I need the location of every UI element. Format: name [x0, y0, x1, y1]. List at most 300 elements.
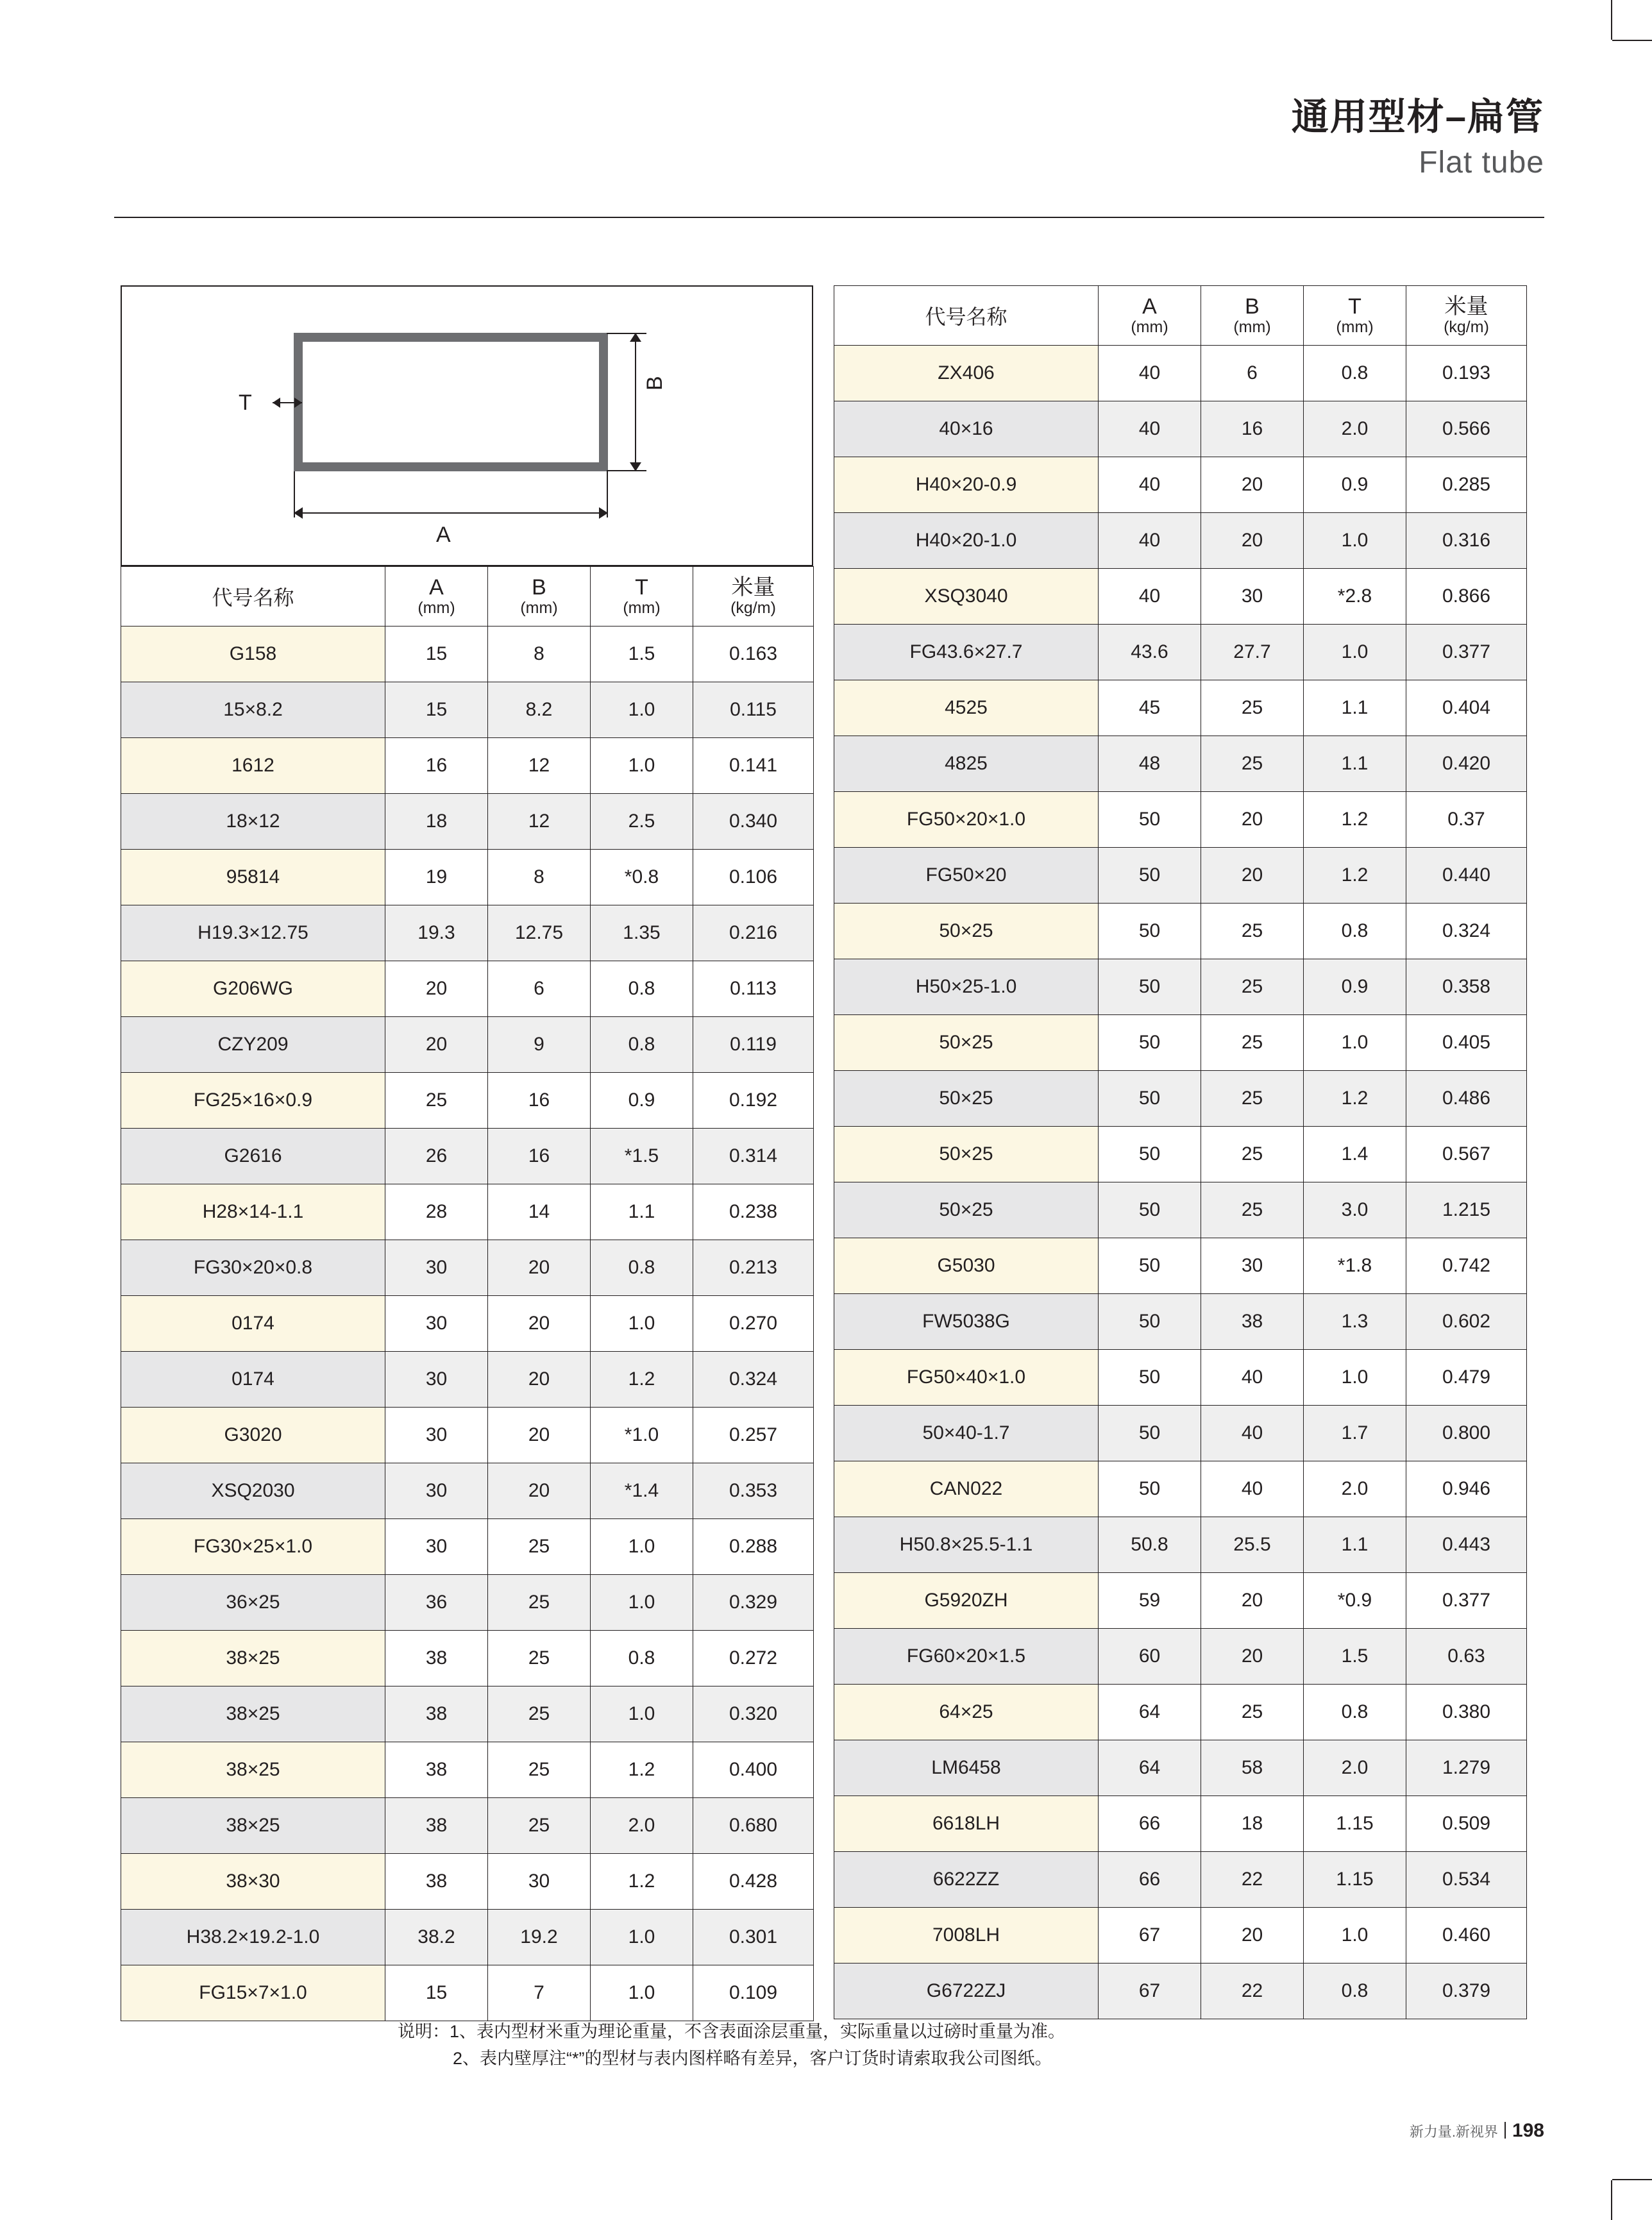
table-row: [834, 1350, 1527, 1406]
table-row: [121, 1798, 814, 1854]
notes-block: [398, 2019, 1065, 2073]
cell-t: 1.0: [1304, 513, 1406, 569]
cell-t: 2.0: [1304, 1740, 1406, 1796]
cell-name: G5920ZH: [834, 1573, 1099, 1629]
cell-t: 2.0: [1304, 1461, 1406, 1517]
table-row: [121, 794, 814, 850]
cell-weight: 0.238: [693, 1184, 814, 1240]
table-row: [121, 1575, 814, 1631]
cell-weight: 0.192: [693, 1073, 814, 1129]
cell-a: 60: [1099, 1629, 1201, 1685]
cell-weight: 0.479: [1406, 1350, 1527, 1406]
content-area: [121, 285, 1526, 2021]
cell-a: 45: [1099, 680, 1201, 736]
table-row: [121, 961, 814, 1017]
cell-t: 1.2: [591, 1352, 693, 1408]
crop-mark-top-right-vertical: [1611, 0, 1612, 40]
cell-b: 12.75: [488, 905, 591, 961]
table-row: [834, 1852, 1527, 1908]
cell-weight: 0.800: [1406, 1406, 1527, 1461]
crop-mark-bottom-right-horizontal: [1612, 2179, 1652, 2180]
cell-weight: 0.400: [693, 1742, 814, 1798]
cell-b: 12: [488, 794, 591, 850]
table-row: [121, 1352, 814, 1408]
table-row: [834, 513, 1527, 569]
cell-weight: 0.320: [693, 1686, 814, 1742]
cell-t: 1.0: [591, 1575, 693, 1631]
cell-weight: 0.534: [1406, 1852, 1527, 1908]
cell-weight: 0.213: [693, 1240, 814, 1296]
cell-weight: 0.377: [1406, 1573, 1527, 1629]
cell-a: 38: [385, 1631, 488, 1686]
cell-name: 6622ZZ: [834, 1852, 1099, 1908]
cell-b: 25: [1201, 1015, 1304, 1071]
table-row: [121, 1017, 814, 1073]
page-header: [646, 96, 1544, 183]
cell-a: 19: [385, 850, 488, 905]
right-column: [834, 285, 1526, 2019]
cell-t: 0.9: [1304, 457, 1406, 513]
table-row: [121, 738, 814, 794]
cell-name: H50×25-1.0: [834, 959, 1099, 1015]
cell-a: 59: [1099, 1573, 1201, 1629]
table-row: [834, 792, 1527, 848]
cell-t: 2.5: [591, 794, 693, 850]
cell-a: 38: [385, 1742, 488, 1798]
cell-a: 16: [385, 738, 488, 794]
table-row: [834, 1406, 1527, 1461]
cell-a: 43.6: [1099, 625, 1201, 680]
header-name: 代号名称: [121, 567, 385, 626]
cell-b: 20: [1201, 1573, 1304, 1629]
left-column: [121, 285, 813, 2021]
cell-weight: 0.329: [693, 1575, 814, 1631]
table-row: [121, 1519, 814, 1575]
table-row: [834, 1685, 1527, 1740]
cell-name: FG30×25×1.0: [121, 1519, 385, 1575]
cell-a: 50: [1099, 1238, 1201, 1294]
cell-a: 20: [385, 1017, 488, 1073]
header-divider: [114, 217, 1544, 218]
cell-b: 22: [1201, 1964, 1304, 2019]
cell-b: 6: [1201, 346, 1304, 401]
cell-weight: 0.428: [693, 1854, 814, 1910]
cell-name: 50×25: [834, 1071, 1099, 1127]
cell-a: 50: [1099, 1015, 1201, 1071]
cell-weight: 0.63: [1406, 1629, 1527, 1685]
two-column-layout: [121, 285, 1526, 2021]
cell-weight: 0.301: [693, 1910, 814, 1965]
table-row: [834, 1796, 1527, 1852]
cell-name: H40×20-0.9: [834, 457, 1099, 513]
table-row: [834, 1294, 1527, 1350]
cell-b: 25: [488, 1575, 591, 1631]
table-row: [834, 959, 1527, 1015]
cell-weight: 0.567: [1406, 1127, 1527, 1182]
cell-b: 25: [1201, 904, 1304, 959]
table-row: [834, 1908, 1527, 1964]
cell-t: 1.1: [591, 1184, 693, 1240]
cell-name: 40×16: [834, 401, 1099, 457]
cell-weight: 0.270: [693, 1296, 814, 1352]
table-row: [834, 1517, 1527, 1573]
cell-weight: 0.115: [693, 682, 814, 738]
table-row: [121, 1854, 814, 1910]
cell-t: 1.2: [1304, 792, 1406, 848]
cell-a: 15: [385, 626, 488, 682]
cell-weight: 0.358: [1406, 959, 1527, 1015]
table-row: [834, 569, 1527, 625]
cell-a: 50: [1099, 792, 1201, 848]
table-row: [121, 1296, 814, 1352]
dimension-t-label: T: [239, 391, 252, 415]
cell-name: ZX406: [834, 346, 1099, 401]
cell-weight: 0.109: [693, 1965, 814, 2021]
table-row: [834, 1071, 1527, 1127]
cell-b: 25: [1201, 680, 1304, 736]
right-spec-table: [834, 285, 1527, 2019]
cell-b: 6: [488, 961, 591, 1017]
cell-name: 0174: [121, 1352, 385, 1408]
cell-b: 20: [1201, 1629, 1304, 1685]
cell-b: 20: [488, 1408, 591, 1463]
cell-t: 0.8: [1304, 1964, 1406, 2019]
cell-name: 50×25: [834, 904, 1099, 959]
cell-a: 38.2: [385, 1910, 488, 1965]
cell-b: 25: [1201, 1182, 1304, 1238]
cell-weight: 0.340: [693, 794, 814, 850]
cell-b: 25: [488, 1686, 591, 1742]
dimension-a-arrow: [294, 512, 608, 514]
cell-t: 0.8: [1304, 904, 1406, 959]
cell-a: 50: [1099, 1294, 1201, 1350]
cell-t: 2.0: [591, 1798, 693, 1854]
cell-name: H50.8×25.5-1.1: [834, 1517, 1099, 1573]
cell-t: *1.0: [591, 1408, 693, 1463]
cell-name: 64×25: [834, 1685, 1099, 1740]
table-row: [834, 346, 1527, 401]
cell-name: 38×25: [121, 1798, 385, 1854]
header-name: 代号名称: [834, 286, 1099, 346]
page-footer: [1410, 2120, 1544, 2142]
header-a: A (mm): [1099, 286, 1201, 346]
cell-a: 30: [385, 1519, 488, 1575]
cell-t: 1.4: [1304, 1127, 1406, 1182]
cell-name: 38×25: [121, 1742, 385, 1798]
cell-a: 15: [385, 1965, 488, 2021]
cell-weight: 0.288: [693, 1519, 814, 1575]
cell-name: 38×25: [121, 1631, 385, 1686]
note-line-1: 说明：1、表内型材米重为理论重量，不含表面涂层重量，实际重量以过磅时重量为准。: [398, 2022, 1066, 2041]
table-row: [834, 457, 1527, 513]
cell-a: 64: [1099, 1740, 1201, 1796]
table-row: [834, 1461, 1527, 1517]
page-number: 198: [1512, 2120, 1544, 2141]
cell-b: 20: [1201, 792, 1304, 848]
cell-t: 0.9: [591, 1073, 693, 1129]
cell-t: 1.0: [1304, 1350, 1406, 1406]
header-b: B (mm): [488, 567, 591, 626]
cell-weight: 0.443: [1406, 1517, 1527, 1573]
cell-name: FG43.6×27.7: [834, 625, 1099, 680]
cell-name: G206WG: [121, 961, 385, 1017]
table-row: [121, 1463, 814, 1519]
cell-a: 67: [1099, 1964, 1201, 2019]
cell-a: 66: [1099, 1796, 1201, 1852]
cell-weight: 0.404: [1406, 680, 1527, 736]
cell-a: 30: [385, 1352, 488, 1408]
table-row: [834, 401, 1527, 457]
cell-a: 26: [385, 1129, 488, 1184]
cell-b: 25.5: [1201, 1517, 1304, 1573]
table-row: [834, 904, 1527, 959]
cell-name: 95814: [121, 850, 385, 905]
cell-weight: 0.440: [1406, 848, 1527, 904]
table-row: [121, 1631, 814, 1686]
cell-t: 1.7: [1304, 1406, 1406, 1461]
cell-t: 0.8: [591, 1017, 693, 1073]
table-row: [834, 1740, 1527, 1796]
table-row: [834, 1964, 1527, 2019]
cell-weight: 0.460: [1406, 1908, 1527, 1964]
cell-t: *0.9: [1304, 1573, 1406, 1629]
cell-t: *2.8: [1304, 569, 1406, 625]
table-row: [834, 680, 1527, 736]
cell-t: 1.5: [591, 626, 693, 682]
cell-name: G158: [121, 626, 385, 682]
cell-b: 7: [488, 1965, 591, 2021]
cell-name: FW5038G: [834, 1294, 1099, 1350]
cell-t: *0.8: [591, 850, 693, 905]
note-line-2: 2、表内壁厚注“*”的型材与表内图样略有差异，客户订货时请索取我公司图纸。: [453, 2048, 1052, 2068]
cell-weight: 0.377: [1406, 625, 1527, 680]
cell-name: 1612: [121, 738, 385, 794]
table-row: [834, 1629, 1527, 1685]
crop-mark-bottom-right-vertical: [1611, 2180, 1612, 2220]
table-row: [121, 1240, 814, 1296]
cell-t: 1.0: [591, 1519, 693, 1575]
cell-a: 50: [1099, 848, 1201, 904]
cell-b: 25: [1201, 1127, 1304, 1182]
cell-weight: 0.216: [693, 905, 814, 961]
cell-t: 1.3: [1304, 1294, 1406, 1350]
header-b: B (mm): [1201, 286, 1304, 346]
cell-a: 25: [385, 1073, 488, 1129]
cell-t: 1.35: [591, 905, 693, 961]
cell-weight: 0.405: [1406, 1015, 1527, 1071]
cell-weight: 0.509: [1406, 1796, 1527, 1852]
cell-b: 40: [1201, 1461, 1304, 1517]
cell-name: G2616: [121, 1129, 385, 1184]
cell-b: 30: [1201, 1238, 1304, 1294]
cell-weight: 0.141: [693, 738, 814, 794]
table-row: [121, 1686, 814, 1742]
table-row: [121, 905, 814, 961]
cell-name: 38×30: [121, 1854, 385, 1910]
cell-b: 19.2: [488, 1910, 591, 1965]
cell-name: 50×25: [834, 1015, 1099, 1071]
table-row: [121, 1408, 814, 1463]
cell-weight: 0.119: [693, 1017, 814, 1073]
cell-t: 1.2: [1304, 848, 1406, 904]
table-row: [121, 1184, 814, 1240]
cell-weight: 0.285: [1406, 457, 1527, 513]
cell-b: 40: [1201, 1350, 1304, 1406]
cell-name: 18×12: [121, 794, 385, 850]
cell-name: FG50×40×1.0: [834, 1350, 1099, 1406]
cell-weight: 0.106: [693, 850, 814, 905]
cell-b: 8: [488, 626, 591, 682]
cell-b: 40: [1201, 1406, 1304, 1461]
cell-weight: 0.379: [1406, 1964, 1527, 2019]
cell-a: 15: [385, 682, 488, 738]
table-row: [121, 1965, 814, 2021]
cell-name: G3020: [121, 1408, 385, 1463]
cell-name: 38×25: [121, 1686, 385, 1742]
cell-weight: 0.163: [693, 626, 814, 682]
cell-a: 38: [385, 1854, 488, 1910]
flat-tube-profile-shape: [294, 333, 608, 471]
cell-a: 40: [1099, 457, 1201, 513]
cell-b: 27.7: [1201, 625, 1304, 680]
cell-a: 40: [1099, 569, 1201, 625]
cell-a: 30: [385, 1296, 488, 1352]
cell-weight: 0.316: [1406, 513, 1527, 569]
cell-weight: 0.380: [1406, 1685, 1527, 1740]
table-row: [834, 1238, 1527, 1294]
cell-name: G5030: [834, 1238, 1099, 1294]
cell-t: 1.0: [1304, 625, 1406, 680]
cell-weight: 0.742: [1406, 1238, 1527, 1294]
cell-name: 50×25: [834, 1127, 1099, 1182]
cell-t: 1.0: [1304, 1015, 1406, 1071]
cell-t: 1.0: [591, 1686, 693, 1742]
table-row: [121, 626, 814, 682]
table-row: [121, 1742, 814, 1798]
cell-b: 20: [488, 1240, 591, 1296]
table-row: [834, 1015, 1527, 1071]
cell-t: *1.4: [591, 1463, 693, 1519]
table-header-row: [121, 567, 814, 626]
cell-name: H19.3×12.75: [121, 905, 385, 961]
cell-a: 28: [385, 1184, 488, 1240]
cell-name: 6618LH: [834, 1796, 1099, 1852]
left-spec-table: [121, 566, 814, 2021]
cell-a: 40: [1099, 401, 1201, 457]
cell-name: FG15×7×1.0: [121, 1965, 385, 2021]
cell-t: 1.0: [591, 1965, 693, 2021]
cell-t: 0.9: [1304, 959, 1406, 1015]
footer-divider: [1504, 2122, 1506, 2139]
cell-name: FG50×20: [834, 848, 1099, 904]
cell-name: 50×40-1.7: [834, 1406, 1099, 1461]
cell-weight: 0.324: [1406, 904, 1527, 959]
cell-weight: 1.279: [1406, 1740, 1527, 1796]
cell-b: 12: [488, 738, 591, 794]
cell-b: 20: [1201, 457, 1304, 513]
cell-t: 1.2: [1304, 1071, 1406, 1127]
cell-a: 40: [1099, 346, 1201, 401]
table-row: [121, 1073, 814, 1129]
cell-t: 1.1: [1304, 1517, 1406, 1573]
cell-weight: 0.353: [693, 1463, 814, 1519]
cell-a: 66: [1099, 1852, 1201, 1908]
cell-weight: 0.272: [693, 1631, 814, 1686]
cell-t: 1.15: [1304, 1852, 1406, 1908]
cell-name: FG25×16×0.9: [121, 1073, 385, 1129]
page-title: 通用型材–扁管: [1291, 96, 1544, 138]
cell-name: CAN022: [834, 1461, 1099, 1517]
cell-t: 0.8: [591, 1240, 693, 1296]
cell-b: 38: [1201, 1294, 1304, 1350]
cell-b: 20: [1201, 848, 1304, 904]
cell-b: 30: [1201, 569, 1304, 625]
cell-t: 1.2: [591, 1742, 693, 1798]
table-header-row: [834, 286, 1527, 346]
cell-weight: 0.680: [693, 1798, 814, 1854]
cell-a: 50: [1099, 1406, 1201, 1461]
cell-name: FG60×20×1.5: [834, 1629, 1099, 1685]
cell-b: 25: [488, 1631, 591, 1686]
cell-b: 25: [1201, 1685, 1304, 1740]
cross-section-diagram: [121, 285, 813, 566]
table-row: [834, 1573, 1527, 1629]
cell-t: 1.1: [1304, 736, 1406, 792]
dimension-a-label: A: [436, 523, 451, 547]
cell-t: 1.1: [1304, 680, 1406, 736]
cell-b: 16: [1201, 401, 1304, 457]
cell-weight: 1.215: [1406, 1182, 1527, 1238]
cell-t: 1.15: [1304, 1796, 1406, 1852]
cell-name: 0174: [121, 1296, 385, 1352]
cell-b: 25: [1201, 736, 1304, 792]
cell-name: G6722ZJ: [834, 1964, 1099, 2019]
table-row: [121, 682, 814, 738]
cell-a: 30: [385, 1240, 488, 1296]
cell-b: 20: [1201, 1908, 1304, 1964]
cell-a: 40: [1099, 513, 1201, 569]
cell-weight: 0.193: [1406, 346, 1527, 401]
cell-weight: 0.566: [1406, 401, 1527, 457]
cell-b: 18: [1201, 1796, 1304, 1852]
crop-mark-top-right-horizontal: [1612, 40, 1652, 41]
cell-a: 50: [1099, 904, 1201, 959]
cell-t: *1.8: [1304, 1238, 1406, 1294]
cell-weight: 0.324: [693, 1352, 814, 1408]
cell-t: 1.0: [1304, 1908, 1406, 1964]
cell-b: 20: [1201, 513, 1304, 569]
cell-b: 20: [488, 1352, 591, 1408]
table-row: [834, 625, 1527, 680]
cell-b: 20: [488, 1463, 591, 1519]
dimension-b-label: B: [643, 376, 667, 391]
cell-b: 25: [1201, 959, 1304, 1015]
cell-a: 50: [1099, 1182, 1201, 1238]
cell-t: 0.8: [591, 961, 693, 1017]
header-t: T (mm): [1304, 286, 1406, 346]
cell-b: 20: [488, 1296, 591, 1352]
cell-a: 36: [385, 1575, 488, 1631]
cell-a: 50: [1099, 1071, 1201, 1127]
cell-t: *1.5: [591, 1129, 693, 1184]
cell-b: 58: [1201, 1740, 1304, 1796]
page-subtitle: Flat tube: [1419, 145, 1544, 180]
cell-b: 8.2: [488, 682, 591, 738]
cell-t: 1.0: [591, 1910, 693, 1965]
cell-a: 38: [385, 1798, 488, 1854]
table-row: [121, 1129, 814, 1184]
cell-name: H38.2×19.2-1.0: [121, 1910, 385, 1965]
